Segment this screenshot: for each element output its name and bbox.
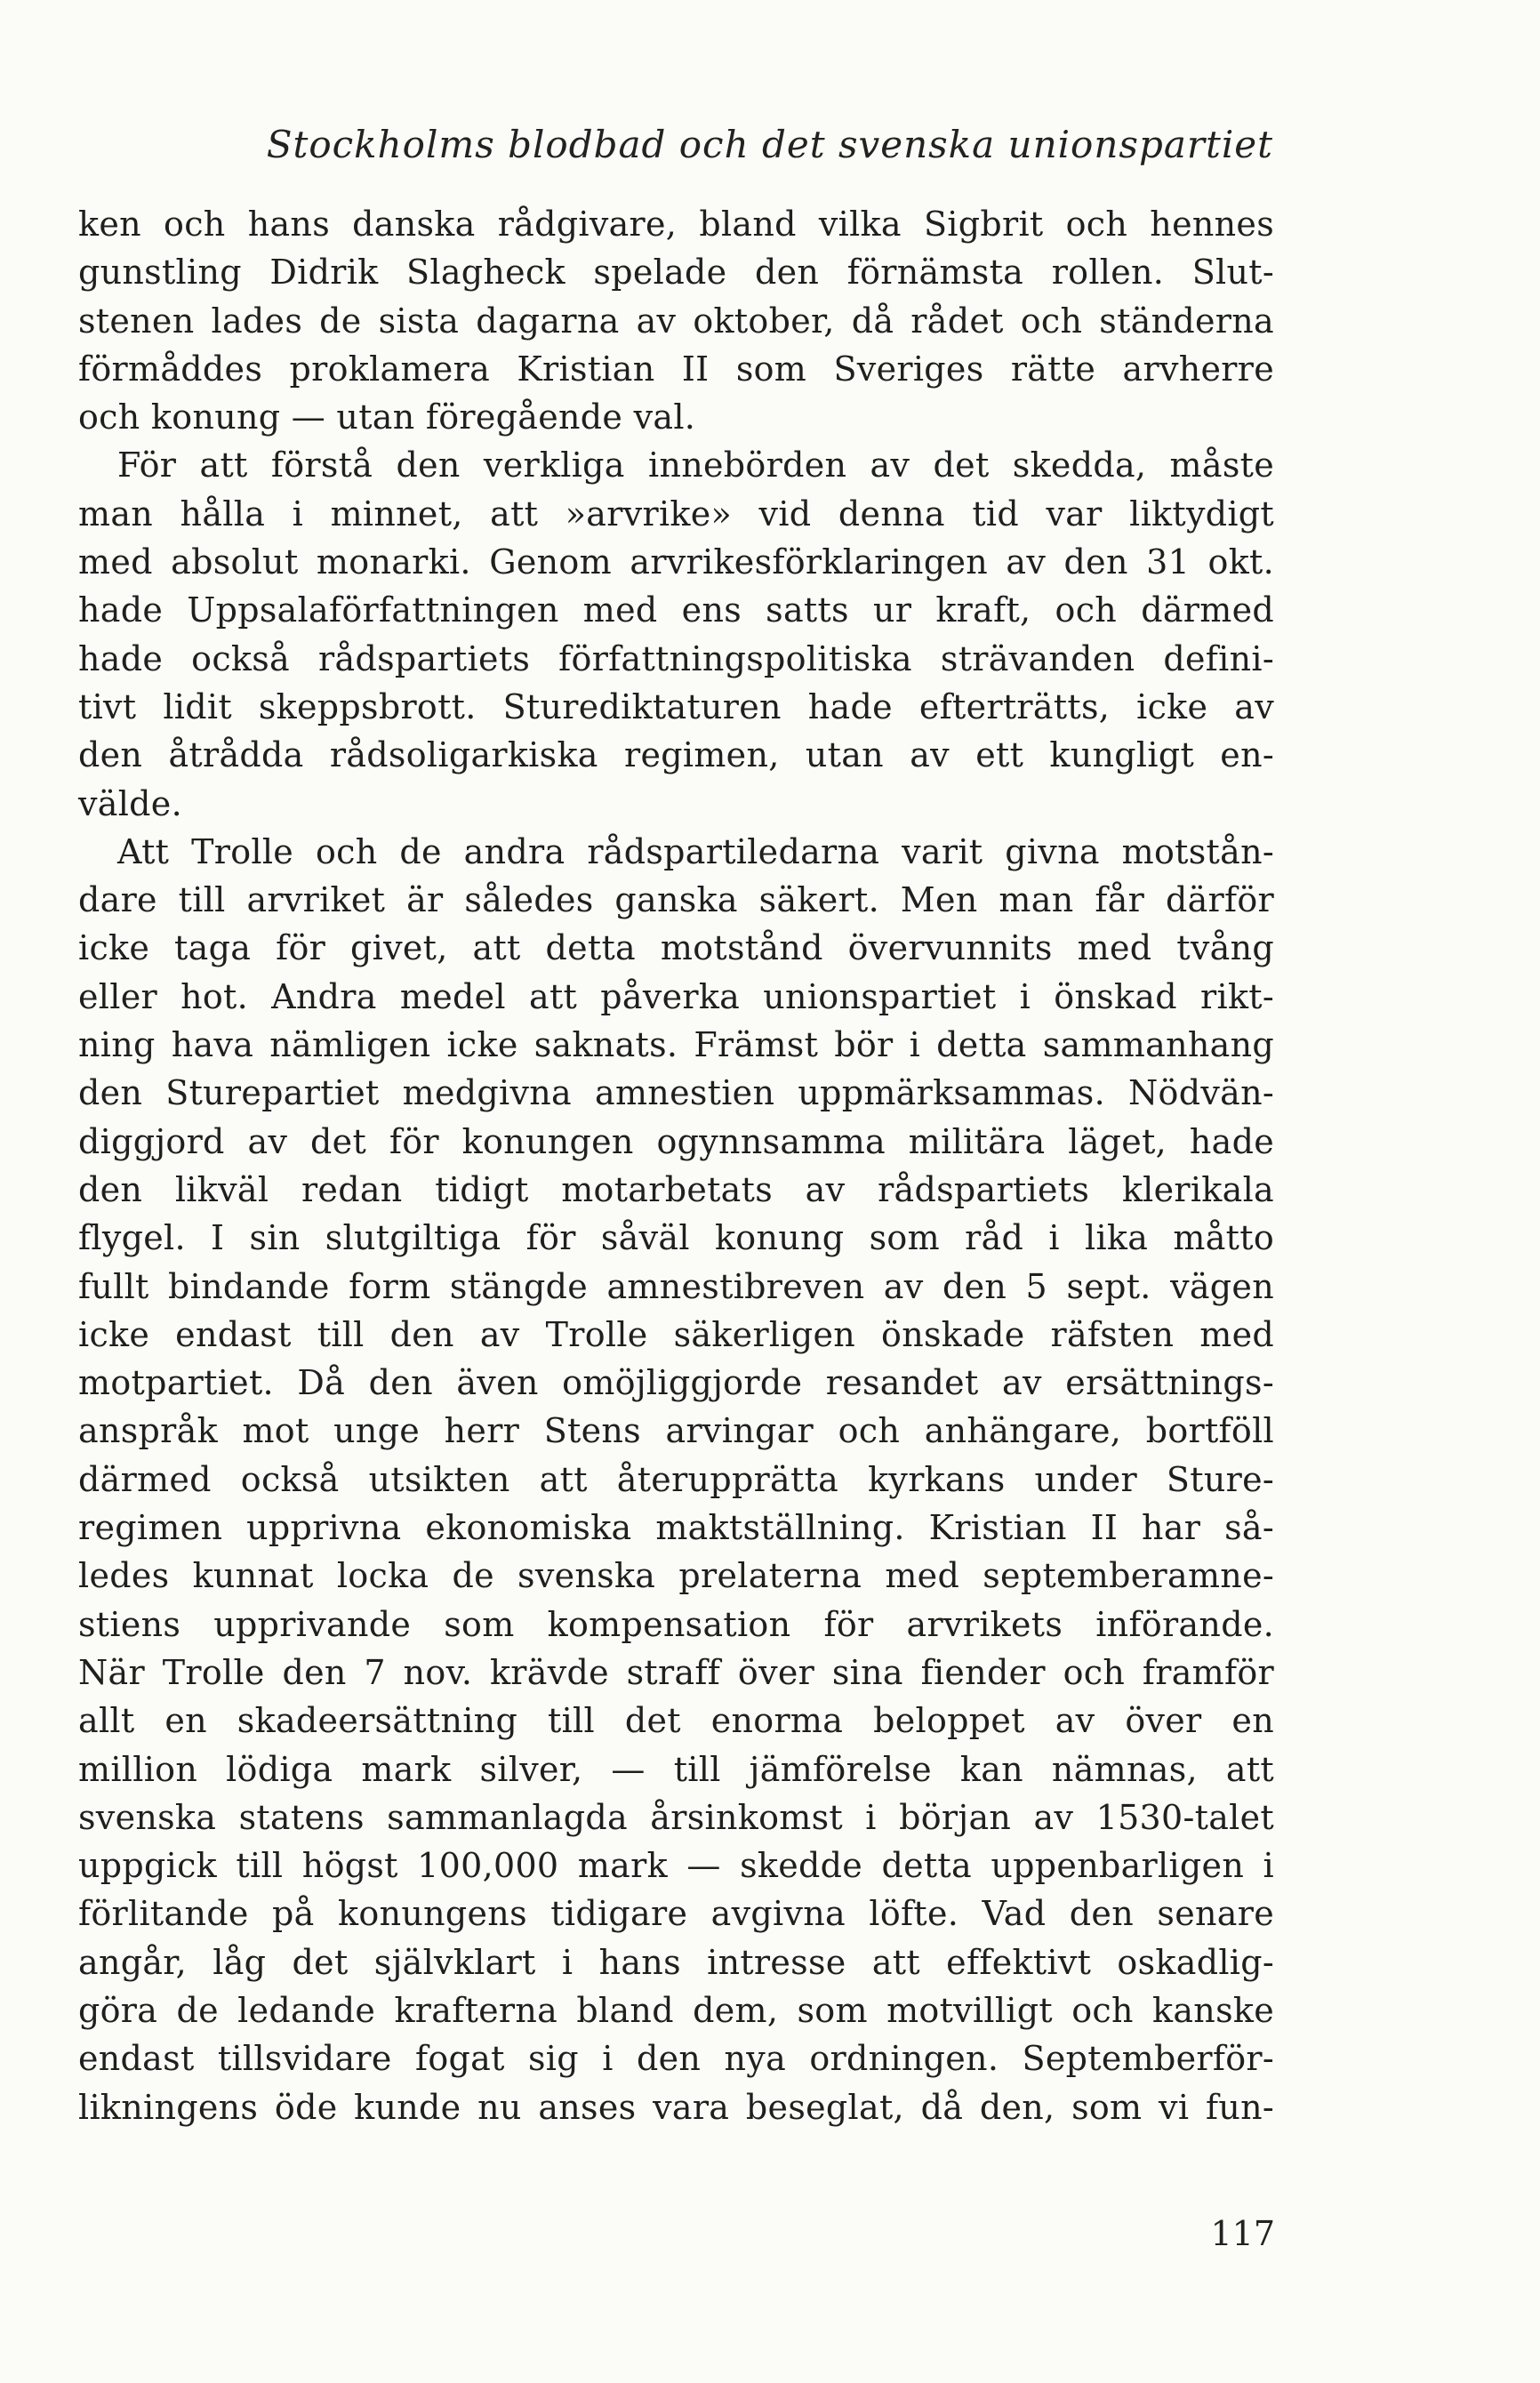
text-line: välde. xyxy=(78,783,182,823)
text-line: den Sturepartiet medgivna amnestien uppmärksammas. Nödvän- xyxy=(78,1073,1274,1113)
text-line: allt en skadeersättning till det enorma beloppet av över en xyxy=(78,1701,1274,1741)
running-head: Stockholms blodbad och det svenska unionspartiet xyxy=(266,123,1273,166)
text-line: den likväl redan tidigt motarbetats av rådspartiets klerikala xyxy=(78,1169,1274,1209)
text-line: stiens upprivande som kompensation för arvrikets införande. xyxy=(78,1604,1274,1644)
text-line: endast tillsvidare fogat sig i den nya ordningen. Septemberför- xyxy=(78,2039,1274,2079)
text-line: och konung — utan föregående val. xyxy=(78,397,696,437)
text-line: icke endast till den av Trolle säkerligen önskade räfsten med xyxy=(78,1314,1274,1354)
text-line: uppgick till högst 100,000 mark — skedde detta uppenbarligen i xyxy=(78,1846,1274,1886)
text-line: förmåddes proklamera Kristian II som Sveriges rätte arvherre xyxy=(78,349,1274,389)
text-line: eller hot. Andra medel att påverka unionspartiet i önskad rikt- xyxy=(78,976,1274,1016)
text-line: För att förstå den verkliga innebörden av det skedda, måste xyxy=(117,445,1274,485)
text-line: man hålla i minnet, att »arvrike» vid denna tid var liktydigt xyxy=(78,493,1274,534)
text-line: gunstling Didrik Slagheck spelade den förnämsta rollen. Slut- xyxy=(78,253,1274,293)
text-line: hade också rådspartiets författningspolitiska strävanden defini- xyxy=(78,638,1274,678)
text-line: ning hava nämligen icke saknats. Främst bör i detta sammanhang xyxy=(78,1025,1274,1065)
body-text xyxy=(78,200,1274,2131)
text-line: diggjord av det för konungen ogynnsamma militära läget, hade xyxy=(78,1121,1274,1161)
text-line: ken och hans danska rådgivare, bland vilka Sigbrit och hennes xyxy=(78,205,1274,244)
text-line: anspråk mot unge herr Stens arvingar och anhängare, bortföll xyxy=(78,1411,1274,1451)
text-line: ledes kunnat locka de svenska prelaterna med septemberamne- xyxy=(78,1556,1274,1596)
text-line: motpartiet. Då den även omöjliggjorde resandet av ersättnings- xyxy=(78,1363,1274,1403)
text-line: med absolut monarki. Genom arvrikesförklaringen av den 31 okt. xyxy=(78,542,1274,582)
text-line: stenen lades de sista dagarna av oktober, då rådet och ständerna xyxy=(78,301,1274,341)
text-line: därmed också utsikten att återupprätta kyrkans under Sture- xyxy=(78,1459,1274,1499)
text-line: icke taga för givet, att detta motstånd övervunnits med tvång xyxy=(78,928,1274,968)
page-number: 117 xyxy=(1210,2214,1275,2253)
text-line: Att Trolle och de andra rådspartiledarna varit givna motstån- xyxy=(117,831,1274,871)
text-line: flygel. I sin slutgiltiga för såväl konung som råd i lika måtto xyxy=(78,1218,1274,1258)
text-line: dare till arvriket är således ganska säkert. Men man får därför xyxy=(78,880,1274,920)
text-line: den åtrådda rådsoligarkiska regimen, utan av ett kungligt en- xyxy=(78,735,1274,775)
text-line: million lödiga mark silver, — till jämförelse kan nämnas, att xyxy=(78,1749,1274,1789)
text-line: tivt lidit skeppsbrott. Sturediktaturen hade efterträtts, icke av xyxy=(78,686,1274,726)
text-line: göra de ledande krafterna bland dem, som motvilligt och kanske xyxy=(78,1990,1274,2030)
text-line: svenska statens sammanlagda årsinkomst i början av 1530-talet xyxy=(78,1797,1274,1837)
text-line: angår, låg det självklart i hans intresse att effektivt oskadlig- xyxy=(78,1942,1274,1982)
text-line: likningens öde kunde nu anses vara beseglat, då den, som vi fun- xyxy=(78,2087,1274,2127)
text-line: regimen upprivna ekonomiska maktställning. Kristian II har så- xyxy=(78,1508,1274,1548)
text-line: förlitande på konungens tidigare avgivna löfte. Vad den senare xyxy=(78,1894,1274,1934)
text-line: fullt bindande form stängde amnestibreven av den 5 sept. vägen xyxy=(78,1266,1274,1306)
text-line: hade Uppsalaförfattningen med ens satts ur kraft, och därmed xyxy=(78,590,1274,630)
text-line: När Trolle den 7 nov. krävde straff över sina fiender och framför xyxy=(78,1652,1274,1692)
